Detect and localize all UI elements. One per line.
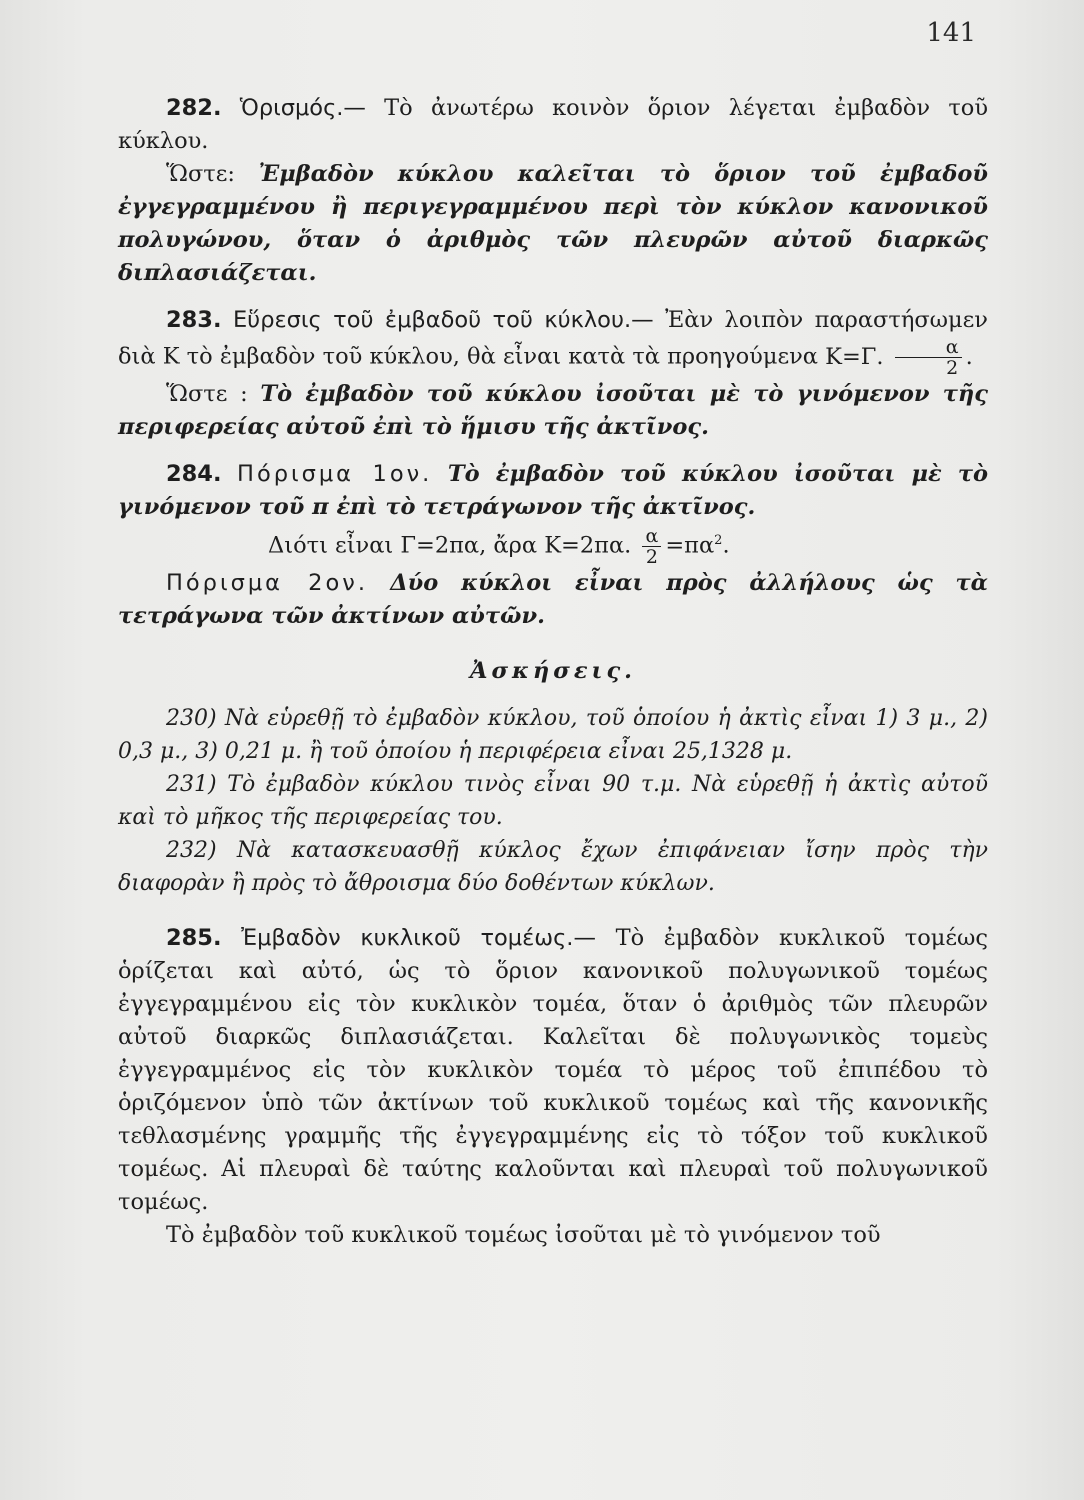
corollary-2 — [118, 567, 988, 633]
section-283 — [118, 304, 988, 378]
formula-end: . — [722, 532, 730, 559]
page-body — [118, 92, 988, 1252]
section-282 — [118, 92, 988, 158]
formula-284 — [118, 524, 988, 567]
fraction-denominator: 2 — [645, 546, 658, 568]
exercise-item: 231) Τὸ ἐμβαδὸν κύκλου τινὸς εἶναι 90 τ.μ. Νὰ εὑρεθῇ ἡ ἀκτὶς αὐτοῦ καὶ τὸ μῆκος τῆς περιφερείας του. — [118, 772, 988, 830]
section-text: Τὸ ἀνωτέρω κοινὸν ὅριον λέγεται ἐμβαδὸν τοῦ κύκλου. — [118, 95, 988, 154]
corollary-text: Τὸ ἐμβαδὸν τοῦ κύκλου ἰσοῦται μὲ τὸ γινόμενον τοῦ π ἐπὶ τὸ τετράγωνον τῆς ἀκτῖνος. — [118, 461, 988, 520]
definition-text: Τὸ ἐμβαδὸν τοῦ κύκλου ἰσοῦται μὲ τὸ γινόμενον τῆς περιφερείας αὐτοῦ ἐπὶ τὸ ἥμισυ τῆς ἀκτῖνος. — [118, 381, 988, 440]
formula-left: Κ=Γ. — [825, 343, 884, 370]
formula — [825, 336, 973, 379]
exercises-title: Ἀσκήσεις. — [470, 658, 636, 684]
section-title: Ὁρισμός.— — [239, 95, 366, 121]
exercise-item: 230) Νὰ εὑρεθῇ τὸ ἐμβαδὸν κύκλου, τοῦ ὁποίου ἡ ἀκτὶς εἶναι 1) 3 μ., 2) 0,3 μ., 3) 0,21 μ. ἢ τοῦ ὁποίου ἡ περιφέρεια εἶναι 25,1328 μ. — [118, 706, 988, 764]
fraction-numerator: α — [642, 526, 661, 547]
corollary-1 — [118, 458, 988, 524]
formula-end: . — [965, 343, 973, 370]
corollary-label: Πόρισμα 1ον. — [237, 461, 433, 487]
section-text: Τὸ ἐμβαδὸν κυκλικοῦ τομέως ὁρίζεται καὶ αὐτό, ὡς τὸ ὅριον κανονικοῦ πολυγωνικοῦ τομέως ἐγγεγραμμένου εἰς τὸν κυκλικὸν τομέα, ὅταν ὁ ἀριθμὸς τῶν πλευρῶν αὐτοῦ διαρκῶς διπλασιάζεται. Καλεῖται δὲ πολυγωνικὸς τομεὺς ἐγγεγραμμένος εἰς τὸν κυκλικὸν τομέα τὸ μέρος τοῦ ἐπιπέδου τὸ ὁριζόμενον ὑπὸ τῶν ἀκτίνων τοῦ κυκλικοῦ τομέως καὶ τῆς κανονικῆς τεθλασμένης γραμμῆς τῆς ἐγγεγραμμένης εἰς τὸ τόξον τοῦ κυκλικοῦ τομέως. Αἱ πλευραὶ δὲ ταύτης καλοῦνται καὶ πλευραὶ τοῦ πολυγωνικοῦ τομέως. — [118, 925, 988, 1215]
exercise-item: 232) Νὰ κατασκευασθῇ κύκλος ἔχων ἐπιφάνειαν ἴσην πρὸς τὴν διαφορὰν ἢ πρὸς τὸ ἄθροισμα δύο δοθέντων κύκλων. — [118, 838, 988, 896]
fraction-numerator: α — [895, 337, 962, 358]
section-285-last-line: Τὸ ἐμβαδὸν τοῦ κυκλικοῦ τομέως ἰσοῦται μὲ τὸ γινόμενον τοῦ — [166, 1222, 881, 1248]
section-number: 285. — [166, 925, 222, 951]
definition-lead: Ὥστε : — [166, 381, 261, 407]
section-number: 284. — [166, 461, 222, 487]
fraction — [642, 526, 661, 567]
formula-exponent: 2 — [714, 533, 723, 548]
section-title: Ἐμβαδὸν κυκλικοῦ τομέως.— — [241, 925, 596, 951]
formula-right: =πα — [665, 532, 715, 559]
page-number: 141 — [926, 18, 976, 48]
definition-lead: Ὥστε: — [166, 161, 259, 187]
fraction-denominator: 2 — [946, 357, 959, 379]
corollary-text: Δύο κύκλοι εἶναι πρὸς ἀλλήλους ὡς τὰ τετράγωνα τῶν ἀκτίνων αὐτῶν. — [118, 570, 988, 629]
formula-left: Διότι εἶναι Γ=2πα, ἄρα Κ=2πα. — [268, 532, 632, 559]
definition-text: Ἐμβαδὸν κύκλου καλεῖται τὸ ὅριον τοῦ ἐμβαδοῦ ἐγγεγραμμένου ἢ περιγεγραμμένου περὶ τὸν κύκλον κανονικοῦ πολυγώνου, ὅταν ὁ ἀριθμὸς τῶν πλευρῶν αὐτοῦ διαρκῶς διπλασιάζεται. — [118, 161, 988, 286]
section-title: Εὕρεσις τοῦ ἐμβαδοῦ τοῦ κύκλου.— — [232, 307, 654, 333]
section-285 — [118, 922, 988, 1219]
definition-282 — [118, 158, 988, 290]
section-number: 283. — [166, 307, 222, 333]
fraction — [895, 337, 962, 378]
section-number: 282. — [166, 95, 222, 121]
section-text: Ἐὰν λοιπὸν παραστήσωμεν διὰ Κ τὸ ἐμβαδὸν τοῦ κύκλου, θὰ εἶναι κατὰ τὰ προηγούμενα — [118, 307, 988, 370]
corollary-label: Πόρισμα 2ον. — [166, 570, 368, 596]
definition-283 — [118, 378, 988, 444]
